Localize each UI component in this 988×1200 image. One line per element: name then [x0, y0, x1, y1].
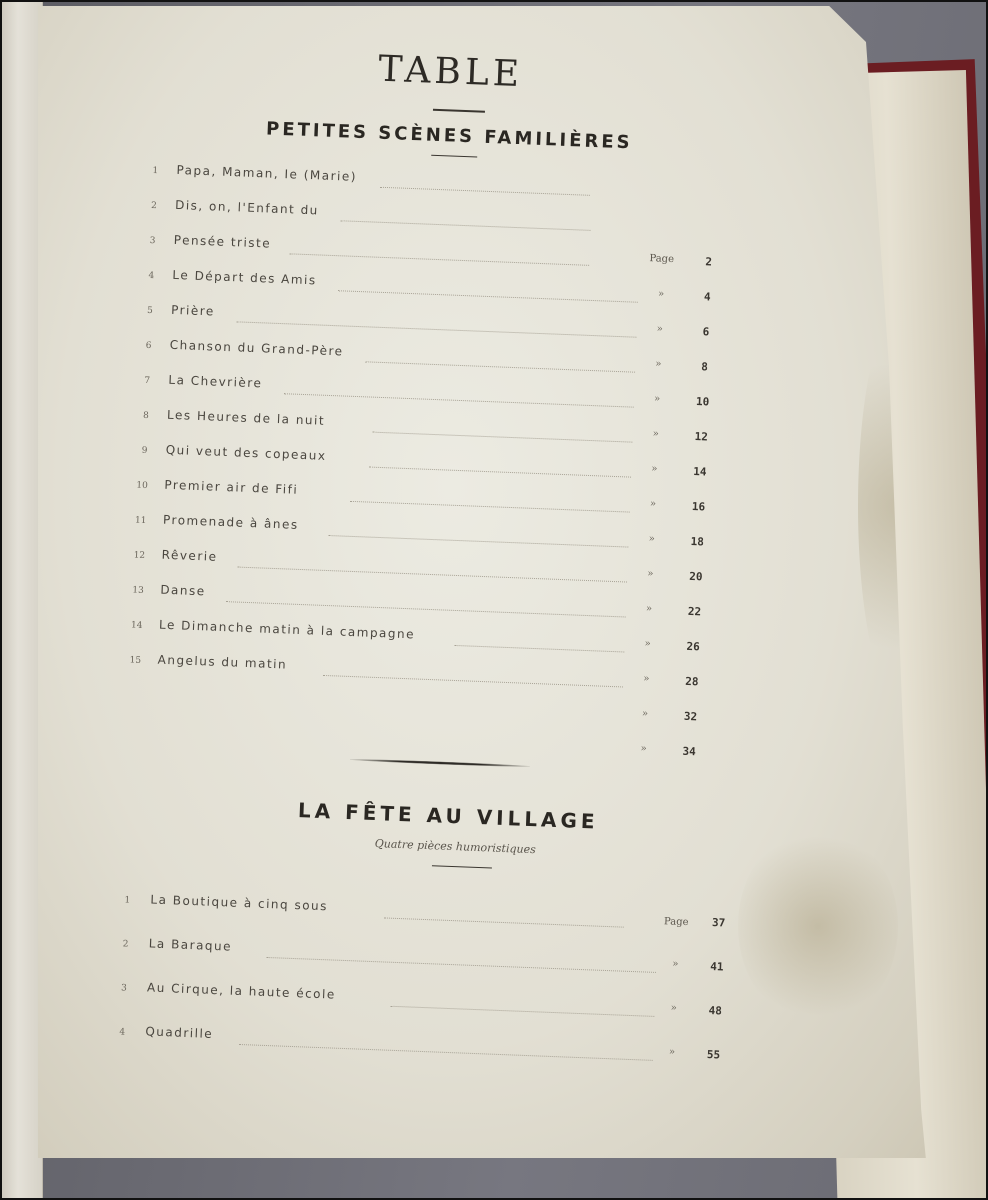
entry-title: La Chevrière	[168, 372, 263, 391]
leader-dots	[323, 675, 623, 688]
entry-title: La Baraque	[148, 936, 233, 954]
page-number: 48	[708, 1003, 723, 1018]
page-number: 8	[701, 360, 709, 374]
heading-rule	[432, 865, 492, 868]
entry-number: 4	[119, 1027, 126, 1038]
entry-number: 8	[142, 410, 149, 422]
entry-title: Premier air de Fifi	[164, 477, 299, 497]
entry-title: Prière	[170, 302, 216, 319]
page-number: 10	[695, 395, 710, 409]
ditto-mark: »	[655, 358, 662, 370]
entry-title: Dis, on, l'Enfant du	[174, 197, 320, 218]
entry-title: Pensée triste	[173, 232, 272, 251]
entry-title: Qui veut des copeaux	[165, 442, 327, 463]
leader-dots	[454, 645, 624, 653]
entry-number: 13	[132, 585, 144, 596]
ditto-mark: »	[641, 708, 649, 720]
page-number: 20	[689, 569, 703, 584]
entry-title: Au Cirque, la haute école	[146, 980, 337, 1002]
entry-number: 4	[148, 270, 155, 282]
entry-title: Promenade à ânes	[162, 512, 299, 532]
leader-dots	[239, 1044, 653, 1061]
entry-number: 3	[149, 235, 156, 247]
title-rule	[433, 109, 485, 113]
page-number: 4	[703, 290, 711, 304]
entry-title: Chanson du Grand-Père	[169, 337, 344, 359]
leader-dots	[338, 290, 638, 303]
heading-rule	[431, 155, 477, 158]
ditto-mark: »	[672, 958, 679, 970]
ditto-mark: »	[644, 638, 651, 650]
ditto-mark: »	[648, 533, 655, 545]
page-number: 22	[687, 604, 702, 619]
entry-title: Les Heures de la nuit	[166, 407, 326, 428]
leader-dots	[226, 601, 626, 617]
ditto-mark: »	[647, 568, 654, 580]
page-number: 6	[702, 325, 710, 339]
entry-number: 2	[122, 939, 129, 950]
entry-title: Le Dimanche matin à la campagne	[158, 617, 416, 642]
ditto-mark: »	[656, 323, 664, 335]
page-title: TABLE	[377, 48, 524, 96]
entry-title: Angelus du matin	[157, 652, 288, 672]
leader-dots	[391, 1006, 655, 1017]
ditto-mark: »	[670, 1002, 678, 1014]
entry-number: 7	[144, 375, 151, 387]
entry-number: 1	[124, 895, 131, 906]
page-number: 55	[706, 1047, 721, 1062]
leader-dots	[284, 393, 634, 407]
entry-number: 6	[145, 340, 152, 352]
leader-dots	[369, 467, 631, 478]
section-ornament	[350, 758, 530, 768]
page-number: 32	[683, 709, 698, 724]
ditto-mark: »	[651, 463, 658, 475]
entry-number: 12	[133, 550, 146, 562]
entry-number: 9	[141, 445, 148, 457]
page-number: 12	[694, 430, 709, 444]
entry-number: 5	[146, 305, 153, 317]
page-number: 18	[690, 534, 705, 549]
page-label: Page	[663, 916, 689, 929]
leader-dots	[289, 253, 589, 266]
ditto-mark: »	[653, 393, 661, 405]
ditto-mark: »	[645, 603, 653, 615]
page-number: 28	[684, 674, 699, 689]
ditto-mark: »	[652, 428, 660, 440]
leader-dots	[341, 220, 591, 231]
leader-dots	[373, 432, 633, 443]
entry-number: 11	[134, 515, 147, 527]
entry-title: Papa, Maman, Ie (Marie)	[176, 162, 358, 184]
entry-title: Quadrille	[145, 1024, 214, 1041]
leader-dots	[329, 535, 629, 548]
page-number: 41	[710, 960, 724, 974]
entry-number: 2	[150, 200, 158, 212]
page-number: 14	[693, 464, 707, 479]
ditto-mark: »	[640, 743, 647, 755]
entry-number: 1	[152, 166, 159, 177]
ditto-mark: »	[643, 673, 650, 685]
leader-dots	[380, 187, 590, 196]
leader-dots	[266, 957, 656, 973]
ditto-mark: »	[649, 498, 657, 510]
entry-title: Danse	[160, 582, 206, 599]
entry-title: La Boutique à cinq sous	[150, 892, 329, 914]
section-heading: PETITES SCÈNES FAMILIÈRES	[265, 118, 633, 154]
entry-title: Rêverie	[161, 547, 218, 564]
page-number: 34	[682, 744, 697, 759]
entry-number: 15	[129, 655, 142, 666]
entry-number: 3	[120, 983, 127, 994]
page-label: Page	[649, 253, 675, 266]
leader-dots	[237, 321, 637, 337]
ditto-mark: »	[668, 1046, 676, 1058]
leader-dots	[365, 361, 635, 372]
leader-dots	[384, 917, 624, 927]
page-number: 16	[691, 499, 706, 514]
page-number: 2	[705, 255, 713, 269]
leader-dots	[237, 567, 627, 583]
section-subtitle: Quatre pièces humoristiques	[374, 837, 536, 857]
page-number: 37	[711, 916, 726, 930]
leader-dots	[350, 501, 630, 513]
ditto-mark: »	[657, 288, 665, 300]
page-number: 26	[686, 639, 701, 654]
section-heading: LA FÊTE AU VILLAGE	[297, 798, 600, 834]
entry-title: Le Départ des Amis	[172, 267, 317, 288]
entry-number: 10	[136, 480, 148, 492]
entry-number: 14	[130, 620, 143, 631]
